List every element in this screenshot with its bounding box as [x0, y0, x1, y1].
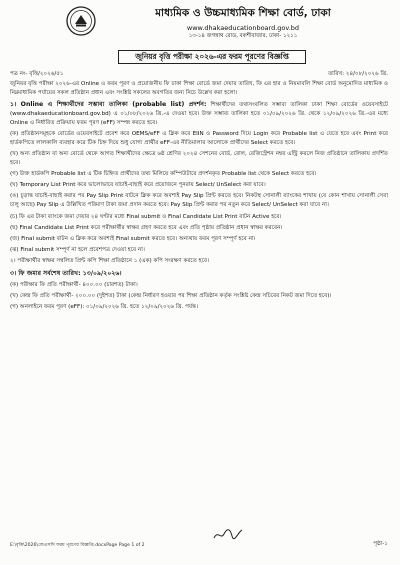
board-logo-icon	[66, 6, 96, 36]
fee-centre: (খ) কেন্দ্র ফি প্রতি পরীক্ষার্থী- ২০০.০০ (দুইশত) টাকা (কেন্দ্র নির্ধারণ হওয়ার পর শিক্ষা প্রতিষ্ঠান কর্তৃক সংশ্লিষ্ট কেন্দ্র সচিবের নিকট জমা দিতে হবে)।	[10, 293, 332, 299]
item-ga: (গ) উক্ত হার্ডকপি Probable list এ টিক চিহ্নিত প্রার্থীদের তথ্য মিলিয়ে কম্পিউটারে প্রদর্শনকৃত Probable list থেকে Select করতে হবে।	[10, 171, 317, 178]
intro-paragraph: জুনিয়র বৃত্তি পরীক্ষা ২০২৬-এর Online এ ফরম পূরণ ও প্রয়োজনীয় ফি ঢাকা শিক্ষা বোর্ডে জমা দেয়ার তারিখ, ফি এর হার ও নিয়মাবলি শিক্ষা বোর্ড অনুমোদিত মাধ্যমিক ও নিম্নমাধ্যমিক পর্যায়ের সকল প্রতিষ্ঠান প্রধান এবং সংশ্লিষ্ট সকলের অবগতির জন্য নিচে উল্লেখ করা হলো।	[10, 81, 388, 96]
item-jha: (ঝ) Final submit সম্পূর্ণ না হলে প্রবেশপত্র দেওয়া হবে না।	[10, 247, 145, 254]
section-2: ২। পরীক্ষার্থীর স্বাক্ষর সম্বলিত প্রিন্ট কপি শিক্ষা প্রতিষ্ঠানে ১ (এক) কপি সংরক্ষণ করতে হবে।	[10, 258, 209, 265]
notice-title: জুনিয়র বৃত্তি পরীক্ষা ২০২৬-এর ফরম পূরণের বিজ্ঞপ্তি	[118, 50, 306, 64]
page-number: পৃষ্ঠা-১	[373, 541, 388, 547]
item-ka: (ক) প্রতিষ্ঠানসমূহকে বোর্ডের ওয়েবসাইটে প্রবেশ করে OEMS/eFF এ ক্লিক করে EIIN ও Password দিয়ে Login করে Probable list এ যেতে হবে এবং Print করে হার্ডকপিতে লালকালি ব্যবহার করে টিক চিহ্ন দিয়ে শুধু যোগ্য প্রার্থীর eFF-এর নীতিমালার আলোকে প্রার্থীদের Select করতে হবে।	[10, 130, 388, 146]
item-kha: (খ) অন্য প্রতিষ্ঠান বা অন্য বোর্ডে থেকে আগত শিক্ষার্থীদের ক্ষেত্রে ৬ষ্ঠ শ্রেণির ২০২৪ সেশনের বোর্ড, রোল, রেজিস্ট্রেশন নম্বর এন্ট্রি করলে নিজ প্রতিষ্ঠানে তালিকায় প্রদর্শিত হবে।	[10, 150, 388, 166]
page-footer	[10, 540, 388, 549]
file-path: E:\বৃত্তি\2026\জেএসসি ফরম পূরণের বিজ্ঞপ্তি.docxPage Page 1 of 2	[10, 542, 145, 548]
board-website: www.dhakaeducationboard.gov.bd	[186, 24, 300, 32]
fee-exam: (ক) পরীক্ষার ফি প্রতি পরীক্ষার্থী- ৪০০.০০ (চারশত) টাকা।	[10, 281, 138, 288]
section-1	[10, 100, 388, 127]
letterhead	[96, 6, 390, 41]
board-address: ১৩-১৪ জগন্নাথ রোড, বকশীবাজার, ঢাকা- ১২১১	[188, 33, 298, 39]
section-1-text: শিক্ষার্থীদের তথ্যসংবলিত সম্ভাব্য তালিকা ঢাকা শিক্ষা বোর্ডের ওয়েবসাইটে (www.dhakaeducationboard.gov.bd) এ ০১/০৮/২০২৬ খ্রি.-এ দেওয়া হবে। উক্ত সম্ভাব্য তালিকা হতে ০১/০৯/২০২৬ খ্রি. থেকে ১২/০৯/২০২৬ খ্রি.-এর মধ্যে Online এ নির্ধারিত প্রক্রিয়ায় ফরম পূরণ (eFF) সম্পন্ন করতে হবে।	[10, 102, 388, 126]
section-1-heading: ১। Online এ শিক্ষার্থীদের সম্ভাব্য তালিকা (probable list) প্রদর্শন:	[10, 101, 207, 109]
item-cha: (চ) ফি এর টাকা ব্যাংকে জমা দেয়ার ২৪ ঘণ্টার মধ্যে Final submit ও Final Candidate List Print বাটন Active হবে।	[10, 213, 282, 220]
item-umo: (ঙ) চূড়ান্ত যাচাই-বাছাই করার পর Pay Slip Print বাটনে ক্লিক করে অবশ্যই Pay Slip প্রিন্ট করতে হবে। নিকটস্থ সোনালী ব্যাংকের শাখায় (যে কোন শাখায় সোনালী সেবা চালু আছে) Pay Slip এ উল্লিখিত পরিমাণ টাকা জমা প্রদান করতে হবে। Pay Slip প্রিন্ট করার পর নতুন করে Select/ UnSelect করা যাবে না।	[10, 193, 388, 209]
notice-body	[10, 80, 388, 314]
item-gha: (ঘ) Temporary List Print করে ভালোভাবে যাচাই-বাছাই করে প্রয়োজনে পুনরায় Select/ UnSelect করা যাবে।	[10, 182, 266, 189]
section-3: ৩। ফি জমার সর্বশেষ তারিখ: ১৩/০৯/২০২৬।	[10, 269, 122, 277]
board-name: মাধ্যমিক ও উচ্চমাধ্যমিক শিক্ষা বোর্ড, ঢাকা	[155, 7, 331, 19]
memo-line	[10, 70, 388, 79]
memo-date: তারিখ: ২৪/০৮/২০২৬ খ্রি.	[327, 71, 388, 77]
item-ja: (জ) Final submit বাটন এ ক্লিক করে অবশ্যই Final submit করতে হবে। অন্যথায় ফরম পূরণ সম্পূর্ণ হবে না।	[10, 235, 256, 242]
eff-period: (গ) অনলাইনে ফরম পূরণ (eFF): ০১/০৯/২০২৬ খ্রি. হতে ১২/০৯/২০২৬ খ্রি. পর্যন্ত।	[10, 304, 198, 311]
memo-number: পত্র নং- বৃত্তি/২০২৬/৫১	[10, 71, 64, 77]
item-chha: (ছ) Final Candidate List Print করে পরীক্ষার্থীর স্বাক্ষর গ্রহণ করতে হবে এবং প্রতি পৃষ্ঠায় প্রতিষ্ঠান প্রধান স্বাক্ষর করবেন।	[10, 224, 283, 231]
